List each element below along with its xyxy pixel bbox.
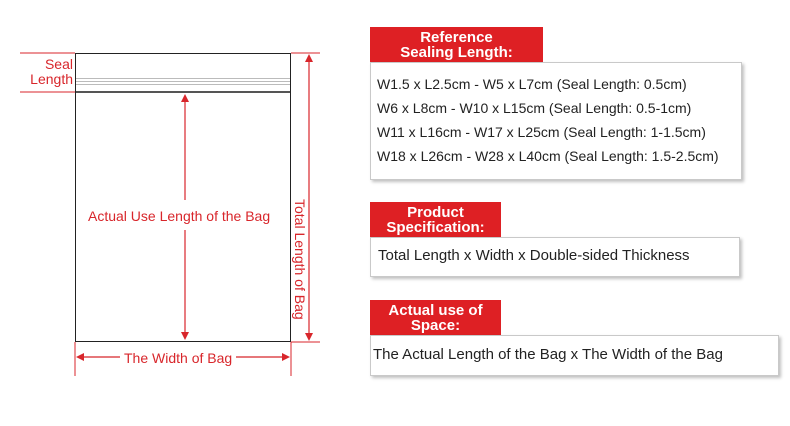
actual-use-header: Actual use of Space:	[370, 300, 501, 336]
reference-row: W18 x L26cm - W28 x L40cm (Seal Length: 1.5-2.5cm)	[377, 148, 719, 164]
arrow-up-icon	[305, 54, 313, 62]
arrow-up-icon	[181, 94, 189, 102]
reference-header: Reference Sealing Length:	[370, 27, 543, 63]
arrow-down-icon	[305, 333, 313, 341]
total-length-label: Total Length of Bag	[292, 196, 308, 323]
reference-row: W1.5 x L2.5cm - W5 x L7cm (Seal Length: 0.5cm)	[377, 76, 687, 92]
reference-row: W11 x L16cm - W17 x L25cm (Seal Length: 1-1.5cm)	[377, 124, 706, 140]
product-spec-text: Total Length x Width x Double-sided Thickness	[378, 247, 690, 264]
actual-use-text: The Actual Length of the Bag x The Width of the Bag	[373, 346, 723, 363]
arrow-down-icon	[181, 332, 189, 340]
product-spec-header: Product Specification:	[370, 202, 501, 238]
actual-use-length-label: Actual Use Length of the Bag	[88, 208, 271, 224]
arrow-left-icon	[76, 353, 84, 361]
reference-panel	[370, 62, 742, 180]
actual-use-panel	[370, 335, 779, 376]
arrow-right-icon	[282, 353, 290, 361]
reference-row: W6 x L8cm - W10 x L15cm (Seal Length: 0.5-1cm)	[377, 100, 692, 116]
product-spec-panel	[370, 237, 740, 277]
seal-length-label: Seal Length	[30, 56, 73, 87]
width-of-bag-label: The Width of Bag	[120, 350, 236, 366]
